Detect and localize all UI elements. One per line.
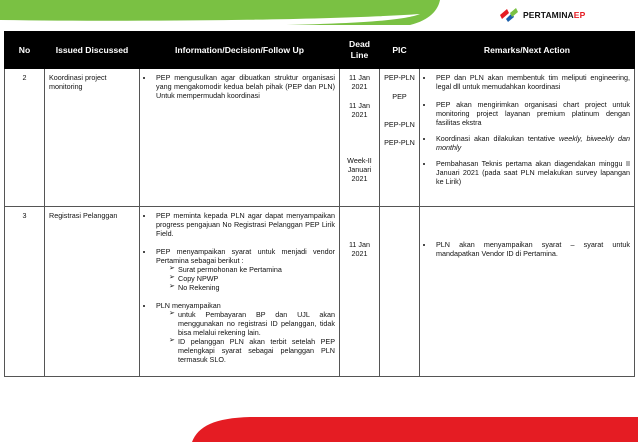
info-bullet bbox=[154, 301, 335, 364]
info-bullet-text: PEP menyampaikan syarat untuk menjadi vendor Pertamina sebagai berikut : bbox=[156, 247, 335, 265]
info-bullet-text: PLN menyampaikan bbox=[156, 301, 221, 310]
info-bullet: • PEP meminta kepada PLN agar dapat menyampaikan progress pengajuan No Registrasi Pelanggan PEP Lirik Field. bbox=[154, 211, 335, 238]
pic-entry: PEP-PLN bbox=[384, 119, 415, 129]
table-row bbox=[5, 207, 635, 377]
table-header-row bbox=[5, 32, 635, 69]
sub-bullet: ➢ Copy NPWP bbox=[169, 274, 335, 283]
sub-bullet: ➢ No Rekening bbox=[169, 283, 335, 292]
header-issue: Issued Discussed bbox=[45, 32, 140, 69]
sub-bullet: ➢ untuk Pembayaran BP dan UJL akan menggunakan no registrasi ID pelanggan, tidak bisa melalui rekening lain. bbox=[169, 310, 335, 337]
remark-bullet: • Koordinasi akan dilakukan tentative weekly, biweekly dan monthly bbox=[434, 134, 630, 152]
minutes-table bbox=[4, 31, 635, 377]
remark-bullet: • PEP dan PLN akan membentuk tim meliputi engineering, legal dll untuk memudahkan koordinasi bbox=[434, 73, 630, 91]
header-deadline: Dead Line bbox=[340, 32, 380, 69]
deadline-entry: Week-II Januari 2021 bbox=[347, 156, 372, 183]
info-bullet bbox=[154, 247, 335, 292]
pic-cell bbox=[380, 207, 420, 377]
pic-cell bbox=[380, 69, 420, 207]
header-info: Information/Decision/Follow Up bbox=[140, 32, 340, 69]
header-remarks: Remarks/Next Action bbox=[420, 32, 635, 69]
issue-cell: Koordinasi project monitoring bbox=[45, 69, 140, 207]
pertamina-ep-logo bbox=[498, 7, 585, 23]
sub-bullet: ➢ Surat permohonan ke Pertamina bbox=[169, 265, 335, 274]
remark-bullet: • PLN akan menyampaikan syarat – syarat untuk mandapatkan Vendor ID di Pertamina. bbox=[434, 240, 630, 258]
deadline-entry: 11 Jan 2021 bbox=[348, 240, 371, 258]
issue-cell: Registrasi Pelanggan bbox=[45, 207, 140, 377]
deadline-cell bbox=[340, 207, 380, 377]
row-number: 3 bbox=[5, 207, 45, 377]
deadline-entry bbox=[344, 128, 375, 147]
header-no: No bbox=[5, 32, 45, 69]
remarks-cell bbox=[420, 69, 635, 207]
info-bullet: • PEP mengusulkan agar dibuatkan struktur organisasi yang mengakomodir kedua belah pihak (PEP dan PLN) Untuk mempermudah koordinasi bbox=[154, 73, 335, 100]
remarks-cell bbox=[420, 207, 635, 377]
remark-bullet: • Pembahasan Teknis pertama akan diagendakan minggu II Januari 2021 (pada saat PLN melakukan survey lapangan ke Lirik) bbox=[434, 159, 630, 186]
row-number: 2 bbox=[5, 69, 45, 207]
deadline-entry: 11 Jan 2021 bbox=[348, 100, 371, 119]
header-pic: PIC bbox=[380, 32, 420, 69]
pic-entry: PEP bbox=[392, 91, 407, 101]
table-row bbox=[5, 69, 635, 207]
logo-wordmark: PERTAMINAEP bbox=[523, 10, 586, 20]
info-cell bbox=[140, 69, 340, 207]
red-bottom-stripe bbox=[192, 417, 638, 442]
remark-bullet: • PEP akan mengirimkan organisasi chart project untuk monitoring project layanan premium platinum dengan fasilitas ekstra bbox=[434, 100, 630, 127]
pertamina-logo-mark-icon bbox=[498, 7, 520, 23]
info-cell bbox=[140, 207, 340, 377]
deadline-cell bbox=[340, 69, 380, 207]
bottom-decorative-bar bbox=[0, 414, 638, 442]
pic-entry: PEP-PLN bbox=[384, 73, 415, 82]
deadline-entry: 11 Jan 2021 bbox=[348, 73, 371, 91]
sub-bullet: ➢ ID pelanggan PLN akan terbit setelah PEP melengkapi syarat sebagai pelanggan PLN termasuk SLO. bbox=[169, 337, 335, 364]
pic-entry: PEP-PLN bbox=[384, 137, 415, 147]
